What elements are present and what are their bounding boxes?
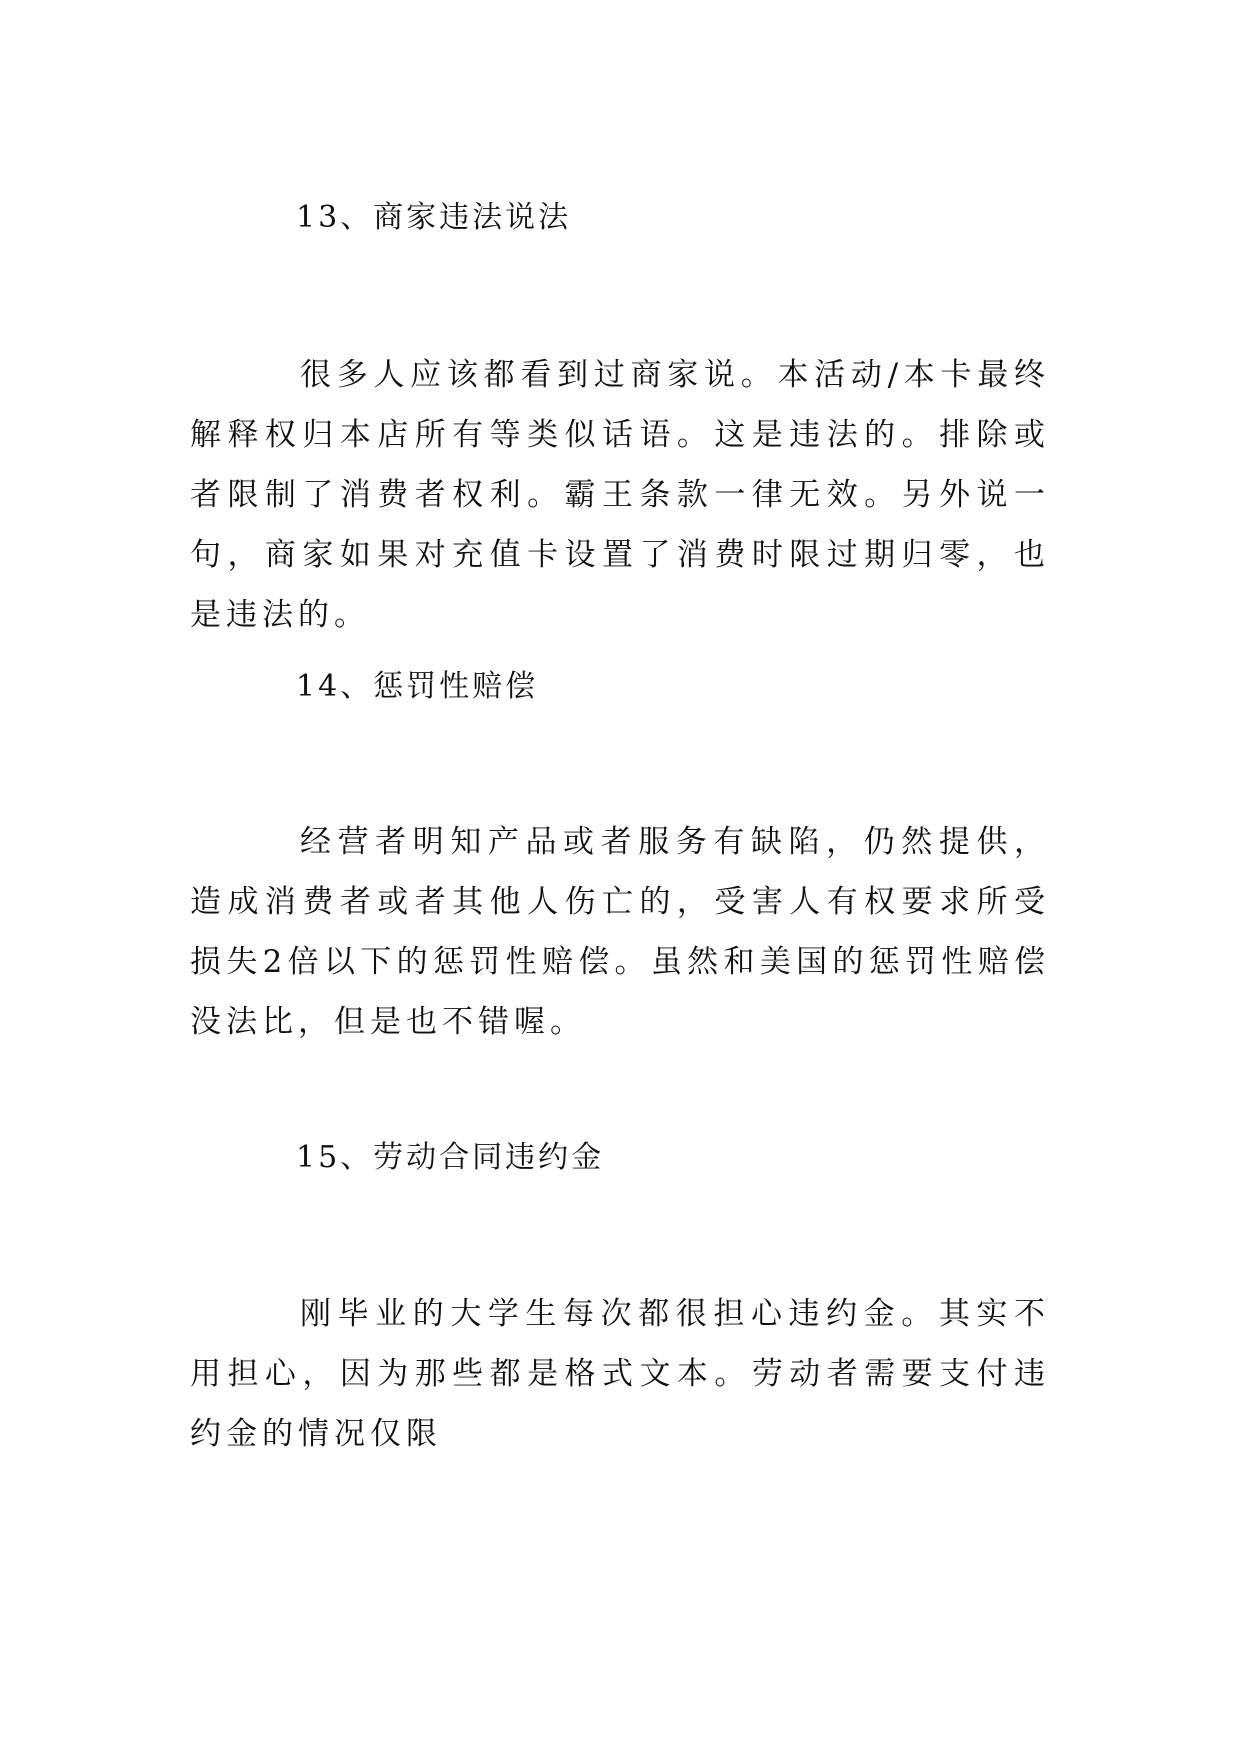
section-body-13: 很多人应该都看到过商家说。本活动/本卡最终解释权归本店所有等类似话语。这是违法的。排除或者限制了消费者权利。霸王条款一律无效。另外说一句，商家如果对充值卡设置了消费时限过期归零，也是违法的。 <box>190 357 1050 633</box>
section-body-15: 刚毕业的大学生每次都很担心违约金。其实不用担心，因为那些都是格式文本。劳动者需要支付违约金的情况仅限 <box>190 1296 1050 1452</box>
section-body-14: 经营者明知产品或者服务有缺陷，仍然提供，造成消费者或者其他人伤亡的，受害人有权要求所受损失2倍以下的惩罚性赔偿。虽然和美国的惩罚性赔偿没法比，但是也不错喔。 <box>190 824 1050 1040</box>
section-heading-13: 13、商家违法说法 <box>296 200 572 235</box>
section-heading-15: 15、劳动合同违约金 <box>296 1140 605 1175</box>
section-heading-14: 14、惩罚性赔偿 <box>296 669 539 704</box>
